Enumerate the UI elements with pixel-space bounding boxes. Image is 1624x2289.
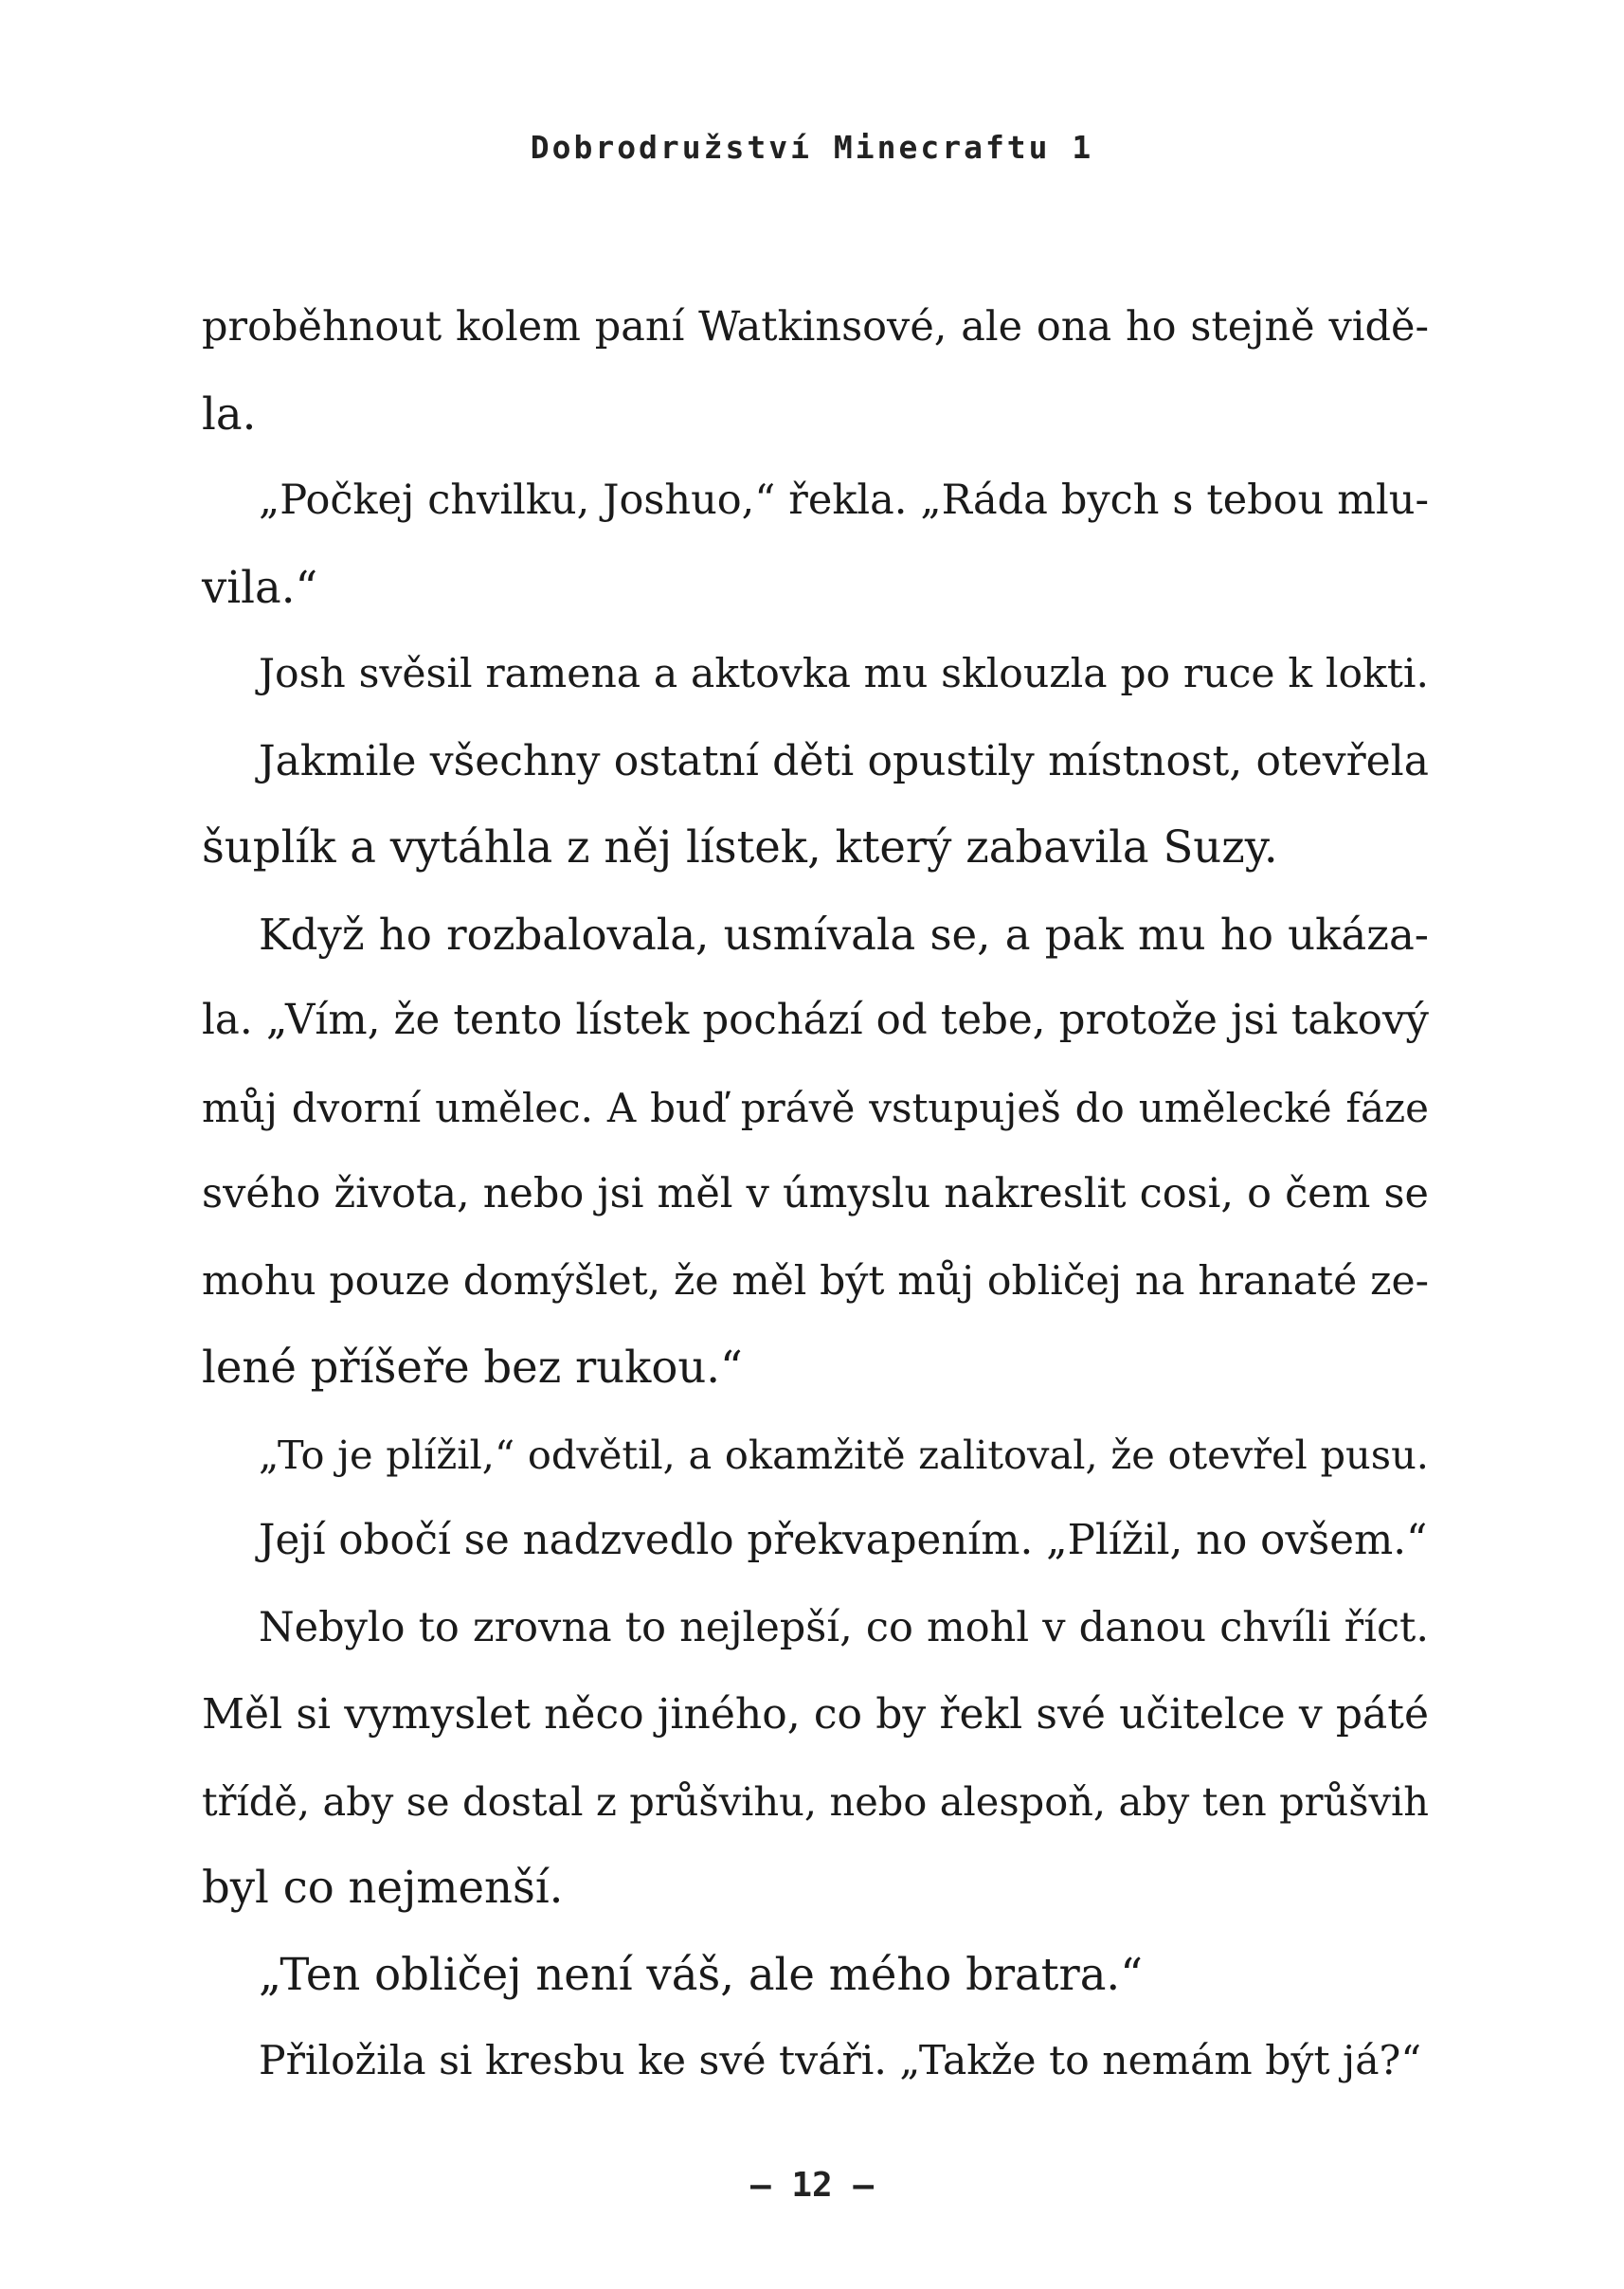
body-text — [202, 284, 1429, 2105]
text-line: Její obočí se nadzvedlo překvapením. „Plížil, no ovšem.“ — [259, 1517, 1428, 1564]
text-line: můj dvorní umělec. A buď právě vstupuješ do umělecké fáze — [202, 1084, 1429, 1131]
running-header-title: Dobrodružství Minecraftu 1 — [530, 129, 1094, 166]
text-line: vila.“ — [202, 561, 318, 613]
text-line: „Ten obličej není váš, ale mého bratra.“ — [259, 1948, 1143, 2000]
text-line: Nebylo to zrovna to nejlepší, co mohl v danou chvíli říct. — [259, 1603, 1429, 1651]
text-line: Josh svěsil ramena a aktovka mu sklouzla po ruce k lokti. — [259, 651, 1429, 697]
text-line: la. „Vím, že tento lístek pochází od tebe, protože jsi takový — [202, 997, 1429, 1044]
text-line: svého života, nebo jsi měl v úmyslu nakreslit cosi, o čem se — [202, 1170, 1429, 1217]
text-line: Když ho rozbalovala, usmívala se, a pak mu ho ukáza- — [259, 909, 1429, 960]
text-line: „To je plížil,“ odvětil, a okamžitě zalitoval, že otevřel pusu. — [259, 1431, 1429, 1478]
text-line: mohu pouze domýšlet, že měl být můj obličej na hranaté ze- — [202, 1257, 1429, 1305]
text-line: la. — [202, 388, 257, 440]
text-line: „Počkej chvilku, Joshuo,“ řekla. „Ráda bych s tebou mlu- — [259, 477, 1429, 524]
text-line: byl co nejmenší. — [202, 1862, 564, 1913]
text-line: lené příšeře bez rukou.“ — [202, 1342, 743, 1393]
text-line: třídě, aby se dostal z průšvihu, nebo alespoň, aby ten průšvih — [202, 1777, 1429, 1825]
text-line: Přiložila si kresbu ke své tváři. „Takže to nemám být já?“ — [259, 2038, 1422, 2084]
text-line: šuplík a vytáhla z něj lístek, který zabavila Suzy. — [202, 821, 1278, 873]
text-line: Jakmile všechny ostatní děti opustily místnost, otevřela — [259, 736, 1429, 785]
text-line: proběhnout kolem paní Watkinsové, ale ona ho stejně vidě- — [202, 303, 1429, 351]
text-line: Měl si vymyslet něco jiného, co by řekl své učitelce v páté — [202, 1690, 1429, 1739]
page-number: – 12 – — [749, 2166, 875, 2205]
